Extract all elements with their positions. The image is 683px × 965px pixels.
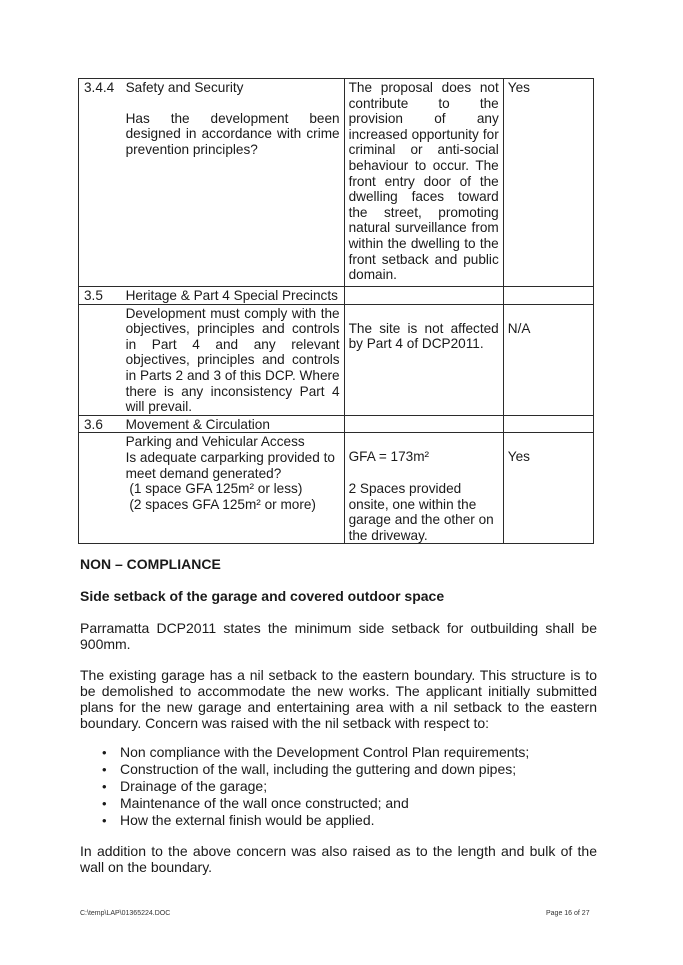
paragraph-existing-garage: The existing garage has a nil setback to the eastern boundary. This structure is to be demolished to accommodate the new works. The applicant initially submitted plans for the new garage and entertaining area with a nil setback to the eastern boundary. Concern was raised with the nil setback with respect to: bbox=[80, 667, 597, 731]
table-row bbox=[79, 287, 594, 305]
paragraph-dcp-setback: Parramatta DCP2011 states the minimum side setback for outbuilding shall be 900mm. bbox=[80, 620, 597, 652]
requirement-question: Is adequate carparking provided to meet demand generated? bbox=[125, 449, 335, 481]
section-title: Safety and Security bbox=[125, 80, 244, 95]
response-cell: The site is not affected by Part 4 of DCP2011. bbox=[344, 304, 503, 415]
compliance-cell: Yes bbox=[503, 79, 593, 287]
section-title: Movement & Circulation bbox=[122, 415, 345, 433]
compliance-cell: Yes bbox=[503, 433, 593, 544]
section-number: 3.6 bbox=[79, 415, 122, 433]
compliance-cell: N/A bbox=[503, 304, 593, 415]
response-cell: The proposal does not contribute to the provision of any increased opportunity for criminal or anti-social behaviour to occur. The front entry door of the dwelling faces toward the street, promoting natural surveillance from within the dwelling to the front setback and public domain. bbox=[344, 79, 503, 287]
list-item: • Non compliance with the Development Control Plan requirements; bbox=[102, 744, 530, 760]
requirement-cell: Development must comply with the objectives, principles and controls in Part 4 and any relevant objectives, principles and controls in Parts 2 and 3 of this DCP. Where there is any inconsistency Part 4 will prevail. bbox=[122, 304, 345, 415]
table-row bbox=[79, 79, 594, 287]
requirement-cell bbox=[122, 79, 345, 287]
requirement-line: (2 spaces GFA 125m² or more) bbox=[125, 496, 316, 512]
table-row bbox=[79, 433, 594, 544]
response-gfa: GFA = 173m² bbox=[348, 449, 430, 465]
section-number: 3.5 bbox=[79, 287, 122, 305]
bullet-icon: • bbox=[102, 796, 107, 811]
requirement-question: Has the development been designed in accordance with crime prevention principles? bbox=[125, 110, 340, 157]
section-number: 3.4.4 bbox=[79, 79, 122, 287]
list-item: • Maintenance of the wall once constructed; and bbox=[102, 795, 409, 811]
requirement-cell bbox=[122, 433, 345, 544]
noncompliance-heading: NON – COMPLIANCE bbox=[80, 556, 221, 572]
response-spaces: 2 Spaces provided onsite, one within the garage and the other on the driveway. bbox=[348, 480, 494, 543]
bullet-icon: • bbox=[102, 779, 107, 794]
list-item: • How the external finish would be applied. bbox=[102, 812, 375, 828]
concern-list bbox=[80, 744, 597, 829]
requirement-title: Parking and Vehicular Access bbox=[125, 434, 305, 450]
response-cell bbox=[344, 433, 503, 544]
list-item: • Drainage of the garage; bbox=[102, 778, 268, 794]
bullet-icon: • bbox=[102, 813, 107, 828]
table-row bbox=[79, 415, 594, 433]
bullet-icon: • bbox=[102, 745, 107, 760]
footer-file-path: C:\temp\LAP\01365224.DOC bbox=[80, 910, 171, 917]
section-title: Heritage & Part 4 Special Precincts bbox=[122, 287, 345, 305]
compliance-table bbox=[78, 78, 594, 544]
footer-page-number: Page 16 of 27 bbox=[546, 910, 590, 917]
requirement-line: (1 space GFA 125m² or less) bbox=[125, 481, 303, 497]
bullet-icon: • bbox=[102, 762, 107, 777]
list-item: • Construction of the wall, including the guttering and down pipes; bbox=[102, 761, 517, 777]
paragraph-wall-bulk: In addition to the above concern was also raised as to the length and bulk of the wall on the boundary. bbox=[80, 843, 597, 875]
table-row bbox=[79, 304, 594, 415]
side-setback-subheading: Side setback of the garage and covered outdoor space bbox=[80, 588, 445, 604]
